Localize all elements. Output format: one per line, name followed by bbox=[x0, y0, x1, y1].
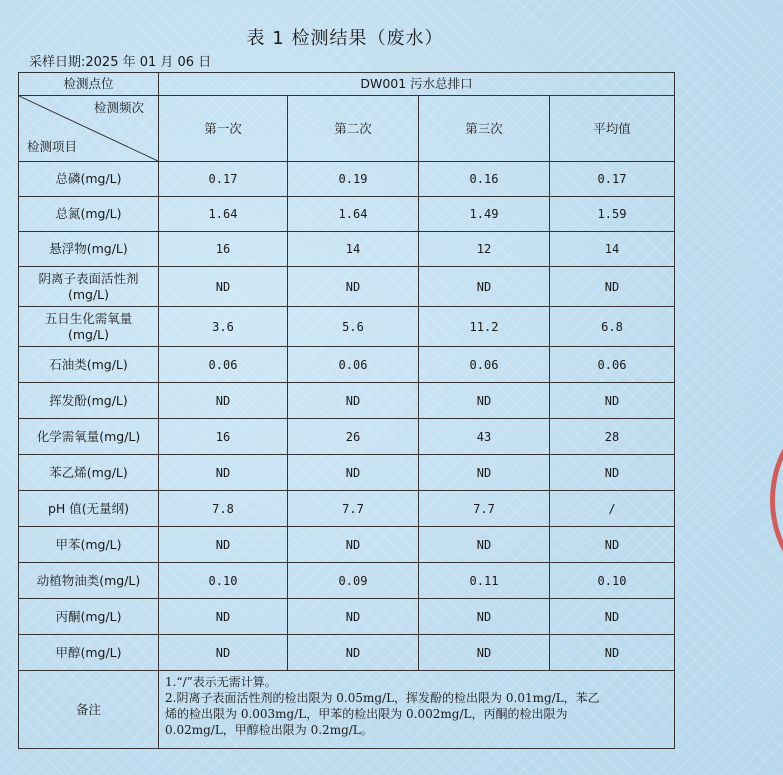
value-cell: 26 bbox=[288, 419, 419, 455]
value-cell: 11.2 bbox=[419, 307, 550, 347]
value-cell: ND bbox=[159, 635, 288, 671]
value-cell: ND bbox=[550, 599, 675, 635]
table-row bbox=[19, 527, 675, 563]
item-name-cell bbox=[19, 197, 159, 232]
item-name: 悬浮物(mg/L) bbox=[49, 241, 128, 256]
value-cell: 0.06 bbox=[419, 347, 550, 383]
note-line: 2.阴离子表面活性剂的检出限为 0.05mg/L，挥发酚的检出限为 0.01mg/L，苯乙 bbox=[165, 691, 600, 705]
value-cell: 0.19 bbox=[288, 162, 419, 197]
value-cell: 1.64 bbox=[288, 197, 419, 232]
value-cell: 1.59 bbox=[550, 197, 675, 232]
table-row bbox=[19, 197, 675, 232]
value-cell: ND bbox=[159, 267, 288, 307]
value-cell: ND bbox=[419, 527, 550, 563]
note-line: 0.02mg/L，甲醇检出限为 0.2mg/L。 bbox=[165, 723, 373, 737]
value-cell: 12 bbox=[419, 232, 550, 267]
point-label: 检测点位 bbox=[19, 73, 159, 96]
item-name-cell bbox=[19, 267, 159, 307]
item-name-cell bbox=[19, 347, 159, 383]
diagonal-header-cell bbox=[19, 96, 159, 162]
item-name-cell bbox=[19, 232, 159, 267]
column-header: 第一次 bbox=[159, 96, 288, 162]
item-name: 苯乙烯(mg/L) bbox=[49, 464, 128, 480]
value-cell: ND bbox=[419, 635, 550, 671]
item-name-cell bbox=[19, 635, 159, 671]
value-cell: 1.49 bbox=[419, 197, 550, 232]
value-cell: ND bbox=[419, 455, 550, 491]
value-cell: ND bbox=[159, 455, 288, 491]
note-line: 1.“/”表示无需计算。 bbox=[165, 675, 277, 689]
value-cell: 28 bbox=[550, 419, 675, 455]
notes-label: 备注 bbox=[19, 671, 159, 749]
item-name: 动植物油类(mg/L) bbox=[36, 572, 141, 588]
report-title: 表 1 检测结果（废水） bbox=[246, 28, 444, 49]
item-name: pH 值(无量纲) bbox=[47, 500, 130, 516]
item-name: 总氮(mg/L) bbox=[55, 206, 122, 221]
item-name: 阴离子表面活性剂 bbox=[38, 270, 139, 286]
item-unit: (mg/L) bbox=[67, 326, 110, 342]
value-cell: ND bbox=[419, 599, 550, 635]
value-cell: 0.16 bbox=[419, 162, 550, 197]
value-cell: 3.6 bbox=[159, 307, 288, 347]
value-cell: ND bbox=[159, 383, 288, 419]
table-row bbox=[19, 563, 675, 599]
value-cell: ND bbox=[550, 383, 675, 419]
value-cell: 7.7 bbox=[288, 491, 419, 527]
table-row bbox=[19, 267, 675, 307]
note-line: 烯的检出限为 0.003mg/L，甲苯的检出限为 0.002mg/L，丙酮的检出限为 bbox=[165, 707, 568, 721]
value-cell: 5.6 bbox=[288, 307, 419, 347]
value-cell: ND bbox=[288, 635, 419, 671]
value-cell: 0.10 bbox=[159, 563, 288, 599]
value-cell: ND bbox=[419, 383, 550, 419]
item-name-cell bbox=[19, 491, 159, 527]
value-cell: 14 bbox=[550, 232, 675, 267]
value-cell: ND bbox=[550, 267, 675, 307]
table-row bbox=[19, 307, 675, 347]
item-name: 挥发酚(mg/L) bbox=[49, 392, 128, 408]
value-cell: 16 bbox=[159, 232, 288, 267]
point-row bbox=[19, 73, 675, 96]
value-cell: 16 bbox=[159, 419, 288, 455]
value-cell: 0.17 bbox=[550, 162, 675, 197]
item-name-cell bbox=[19, 563, 159, 599]
item-name-cell bbox=[19, 527, 159, 563]
table-row bbox=[19, 455, 675, 491]
value-cell: ND bbox=[550, 635, 675, 671]
value-cell: ND bbox=[159, 527, 288, 563]
item-name-cell bbox=[19, 599, 159, 635]
value-cell: ND bbox=[288, 267, 419, 307]
item-name: 总磷(mg/L) bbox=[55, 171, 122, 186]
value-cell: ND bbox=[550, 455, 675, 491]
value-cell: 0.17 bbox=[159, 162, 288, 197]
value-cell: ND bbox=[288, 599, 419, 635]
value-cell: / bbox=[550, 491, 675, 527]
table-row bbox=[19, 162, 675, 197]
value-cell: ND bbox=[288, 527, 419, 563]
sample-date: 采样日期:2025 年 01 月 06 日 bbox=[29, 55, 212, 70]
table-row bbox=[19, 232, 675, 267]
value-cell: ND bbox=[288, 383, 419, 419]
value-cell: ND bbox=[159, 599, 288, 635]
item-name: 甲醇(mg/L) bbox=[55, 644, 122, 660]
item-name-cell bbox=[19, 162, 159, 197]
notes-row bbox=[19, 671, 675, 749]
item-name: 丙酮(mg/L) bbox=[55, 608, 122, 624]
table-row bbox=[19, 599, 675, 635]
value-cell: 7.8 bbox=[159, 491, 288, 527]
column-header: 第三次 bbox=[419, 96, 550, 162]
item-name: 化学需氧量(mg/L) bbox=[36, 428, 141, 444]
value-cell: 7.7 bbox=[419, 491, 550, 527]
value-cell: 0.06 bbox=[159, 347, 288, 383]
value-cell: 0.11 bbox=[419, 563, 550, 599]
red-seal-stamp bbox=[770, 405, 783, 585]
header-row bbox=[19, 96, 675, 162]
value-cell: ND bbox=[419, 267, 550, 307]
column-header: 平均值 bbox=[550, 96, 675, 162]
item-name-cell bbox=[19, 419, 159, 455]
point-value: DW001 污水总排口 bbox=[159, 73, 675, 96]
value-cell: 0.06 bbox=[288, 347, 419, 383]
value-cell: 0.09 bbox=[288, 563, 419, 599]
item-name: 甲苯(mg/L) bbox=[55, 536, 122, 552]
item-name-cell bbox=[19, 307, 159, 347]
value-cell: ND bbox=[550, 527, 675, 563]
value-cell: 6.8 bbox=[550, 307, 675, 347]
column-header: 第二次 bbox=[288, 96, 419, 162]
table-row bbox=[19, 347, 675, 383]
item-name-cell bbox=[19, 455, 159, 491]
item-name: 五日生化需氧量 bbox=[44, 310, 133, 326]
table-row bbox=[19, 383, 675, 419]
frequency-label: 检测频次 bbox=[93, 100, 144, 115]
item-label: 检测项目 bbox=[27, 139, 78, 154]
results-table bbox=[18, 72, 675, 749]
item-name-cell bbox=[19, 383, 159, 419]
notes-content bbox=[159, 671, 675, 749]
value-cell: 1.64 bbox=[159, 197, 288, 232]
item-name: 石油类(mg/L) bbox=[49, 356, 128, 372]
value-cell: 43 bbox=[419, 419, 550, 455]
value-cell: 0.10 bbox=[550, 563, 675, 599]
table-row bbox=[19, 635, 675, 671]
value-cell: 0.06 bbox=[550, 347, 675, 383]
table-row bbox=[19, 491, 675, 527]
table-row bbox=[19, 419, 675, 455]
value-cell: ND bbox=[288, 455, 419, 491]
value-cell: 14 bbox=[288, 232, 419, 267]
item-unit: (mg/L) bbox=[67, 286, 110, 302]
